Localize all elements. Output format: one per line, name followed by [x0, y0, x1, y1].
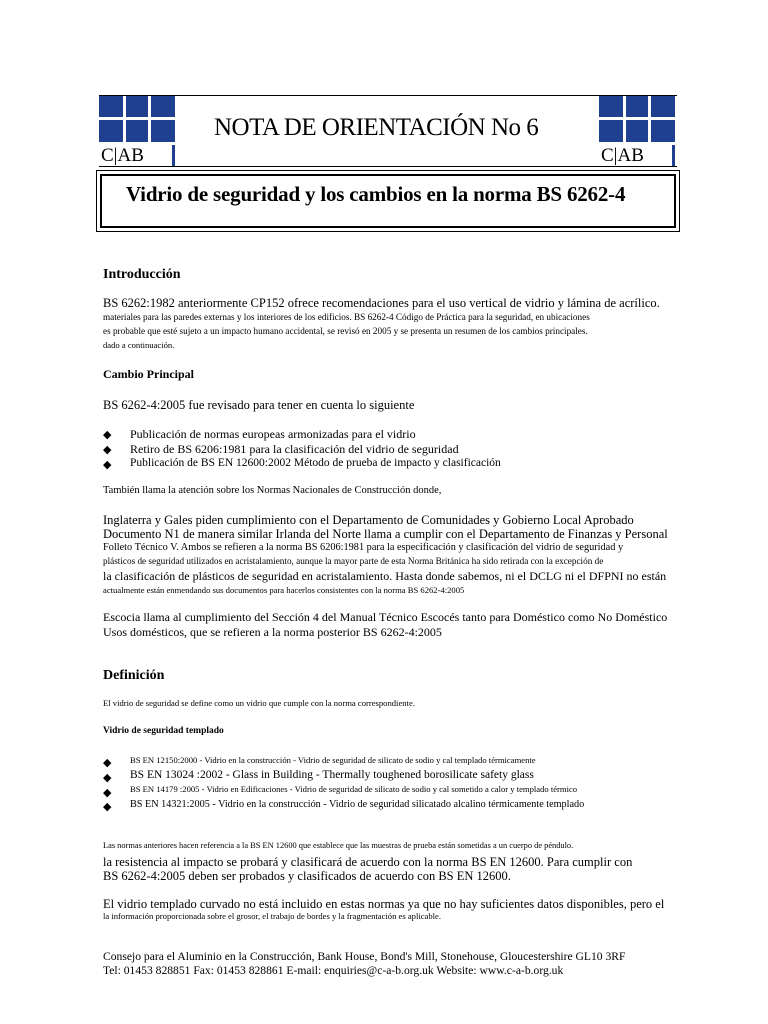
normas-note-3: BS 6262-4:2005 deben ser probados y clasificados de acuerdo con BS EN 12600.: [103, 869, 511, 883]
cambio-bullet-1: Publicación de normas europeas armonizadas para el vidrio: [130, 427, 416, 441]
normas-note-1: Las normas anteriores hacen referencia a la BS EN 12600 que establece que las muestras de prueba están sometidas a un cuerpo de péndulo.: [103, 841, 574, 850]
cambio-intro: BS 6262-4:2005 fue revisado para tener en cuenta lo siguiente: [103, 398, 415, 412]
bullet-diamond-icon: ◆: [103, 444, 112, 456]
definicion-text: El vidrio de seguridad se define como un vidrio que cumple con la norma correspondiente.: [103, 698, 415, 708]
curvado-note-2: la información proporcionada sobre el grosor, el trabajo de bordes y la fragmentación es aplicable.: [103, 911, 442, 921]
cambio-p2: Documento N1 de manera similar Irlanda del Norte llama a cumplir con el Departamento de Finanzas y Personal: [103, 527, 668, 541]
page-title: NOTA DE ORIENTACIÓN No 6: [214, 114, 539, 141]
intro-line-3: es probable que esté sujeto a un impacto humano accidental, se revisó en 2005 y se presenta un resumen de los cambios principales.: [103, 326, 588, 336]
cambio-p4: plásticos de seguridad utilizados en acristalamiento, aunque la mayor parte de esta Norma Británica ha sido retirada con la excepción de: [103, 556, 604, 566]
bullet-diamond-icon: ◆: [103, 787, 112, 799]
cambio-p1: Inglaterra y Gales piden cumplimiento con el Departamento de Comunidades y Gobierno Local Aprobado: [103, 513, 634, 527]
templado-subheading: Vidrio de seguridad templado: [103, 726, 224, 736]
escocia-line-1: Escocia llama al cumplimiento del Sección 4 del Manual Técnico Escocés tanto para Doméstico como No Doméstico: [103, 610, 668, 624]
tambien-text: También llama la atención sobre los Normas Nacionales de Construcción donde,: [103, 485, 442, 496]
cambio-p3: Folleto Técnico V. Ambos se refieren a la norma BS 6206:1981 para la especificación y clasificación del vidrio de seguridad y: [103, 542, 624, 553]
page-subtitle: Vidrio de seguridad y los cambios en la norma BS 6262-4: [126, 182, 626, 206]
templado-bullet-4: BS EN 14321:2005 - Vidrio en la construcción - Vidrio de seguridad silicatado alcalino térmicamente templado: [130, 799, 585, 810]
bullet-diamond-icon: ◆: [103, 757, 112, 769]
escocia-line-2: Usos domésticos, que se refieren a la norma posterior BS 6262-4:2005: [103, 625, 442, 639]
cambio-p6: actualmente están enmendando sus documentos para hacerlos consistentes con la norma BS 6262-4:2005: [103, 585, 465, 595]
definicion-heading: Definición: [103, 668, 165, 683]
cambio-heading: Cambio Principal: [103, 367, 195, 381]
intro-line-2: materiales para las paredes externas y los interiores de los edificios. BS 6262-4 Código de Práctica para la seguridad, en ubicaciones: [103, 312, 590, 322]
intro-line-1: BS 6262:1982 anteriormente CP152 ofrece recomendaciones para el uso vertical de vidrio y lámina de acrílico.: [103, 296, 660, 310]
normas-note-2: la resistencia al impacto se probará y clasificará de acuerdo con la norma BS EN 12600. Para cumplir con: [103, 855, 633, 869]
footer-address: Consejo para el Aluminio en la Construcción, Bank House, Bond's Mill, Stonehouse, Gloucestershire GL10 3RF: [103, 950, 626, 963]
cab-logo-right: [599, 95, 677, 167]
bullet-diamond-icon: ◆: [103, 801, 112, 813]
bullet-diamond-icon: ◆: [103, 459, 112, 471]
header-top-rule: [99, 95, 677, 96]
bullet-diamond-icon: ◆: [103, 429, 112, 441]
intro-line-4: dado a continuación.: [103, 340, 175, 350]
curvado-note-1: El vidrio templado curvado no está incluido en estas normas ya que no hay suficientes datos disponibles, pero el: [103, 897, 665, 911]
logo-text: C|AB: [101, 145, 144, 166]
logo-text: C|AB: [601, 145, 644, 166]
cambio-bullet-2: Retiro de BS 6206:1981 para la clasificación del vidrio de seguridad: [130, 442, 459, 456]
templado-bullet-2: BS EN 13024 :2002 - Glass in Building - Thermally toughened borosilicate safety glass: [130, 769, 534, 781]
footer-contact: Tel: 01453 828851 Fax: 01453 828861 E-mail: enquiries@c-a-b.org.uk Website: www.c-a-b.org.uk: [103, 964, 564, 977]
intro-heading: Introducción: [103, 267, 181, 282]
header-bottom-rule: [99, 166, 677, 167]
templado-bullet-3: BS EN 14179 :2005 - Vidrio en Edificaciones - Vidrio de seguridad de silicato de sodio y cal sometido a calor y templado térmico: [130, 784, 578, 794]
bullet-diamond-icon: ◆: [103, 772, 112, 784]
cab-logo-left: [99, 95, 177, 167]
templado-bullet-1: BS EN 12150:2000 - Vidrio en la construcción - Vidrio de seguridad de silicato de sodio y cal templado térmicamente: [130, 755, 536, 765]
cambio-p5: la clasificación de plásticos de seguridad en acristalamiento. Hasta donde sabemos, ni el DCLG ni el DFPNI no están: [103, 569, 667, 583]
cambio-bullet-3: Publicación de BS EN 12600:2002 Método de prueba de impacto y clasificación: [130, 457, 501, 469]
